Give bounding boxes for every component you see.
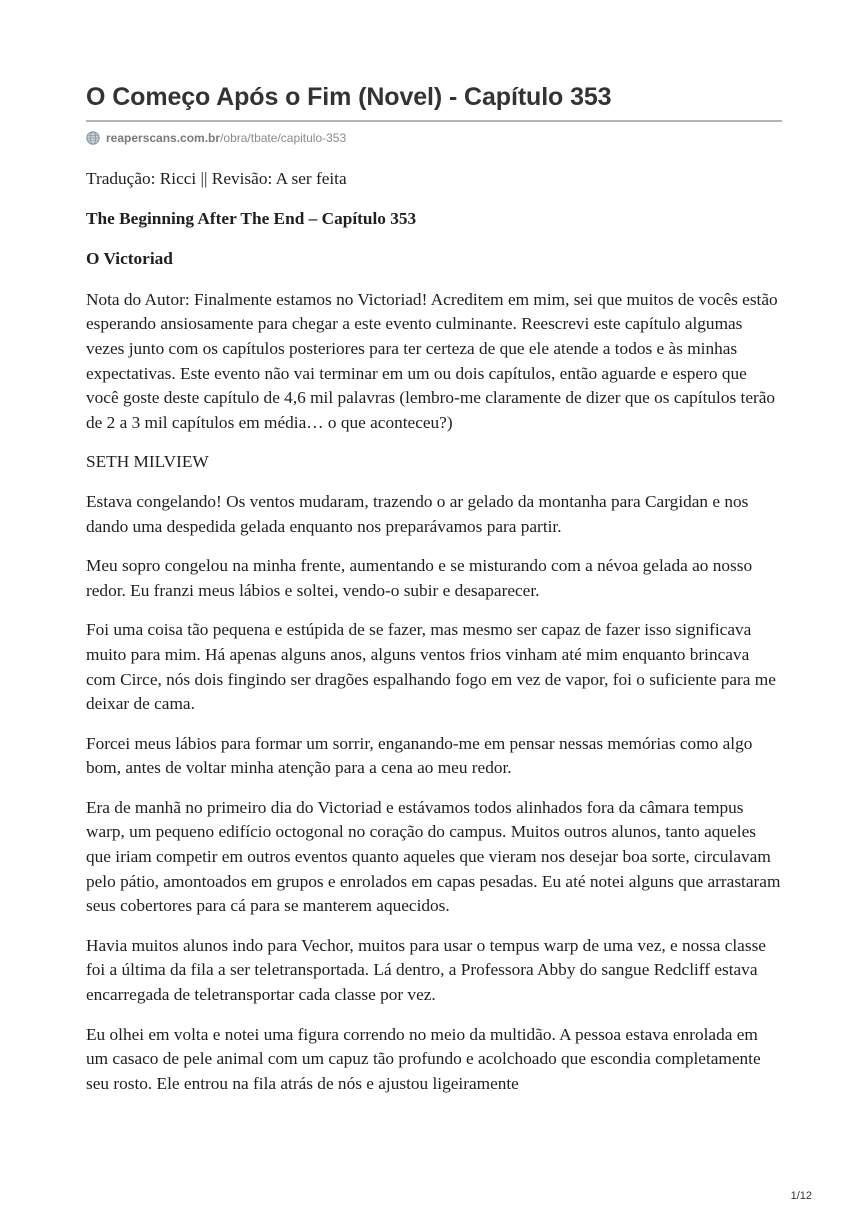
heading-paragraph: The Beginning After The End – Capítulo 353 [86,208,417,228]
body-paragraph: Foi uma coisa tão pequena e estúpida de se fazer, mas mesmo ser capaz de fazer isso significava muito para mim. Há apenas alguns anos, alguns ventos frios vinham até mim enquanto brincava com Circe, nós dois fingindo ser dragões espalhando fogo em vez de vapor, foi o suficiente para me deixar de cama. [86,620,776,714]
body-paragraph: Nota do Autor: Finalmente estamos no Victoriad! Acreditem em mim, sei que muitos de vocês estão esperando ansiosamente para chegar a este evento culminante. Reescrevi este capítulo algumas vezes junto com os capítulos posteriores para ter certeza de que ele atende a todos e às minhas expectativas. Este evento não vai terminar em um ou dois capítulos, então aguarde e espero que você goste deste capítulo de 4,6 mil palavras (lembro-me claramente de dizer que os capítulos terão de 2 a 3 mil capítulos em média… o que aconteceu?) [86,289,778,432]
body-paragraph: Estava congelando! Os ventos mudaram, trazendo o ar gelado da montanha para Cargidan e nos dando uma despedida gelada enquanto nos preparávamos para partir. [86,491,749,536]
body-paragraph: SETH MILVIEW [86,452,209,472]
title-divider [86,120,782,122]
globe-icon [86,131,100,145]
page-indicator: 1/12 [790,1190,812,1202]
article-body [86,167,782,1096]
source-domain[interactable]: reaperscans.com.br [106,131,221,145]
page-title: O Começo Após o Fim (Novel) - Capítulo 353 [86,83,612,111]
body-paragraph: Era de manhã no primeiro dia do Victoriad e estávamos todos alinhados fora da câmara tempus warp, um pequeno edifício octogonal no coração do campus. Muitos outros alunos, tanto aqueles que iriam competir em outros eventos quanto aqueles que vieram nos desejar boa sorte, circulavam pelo pátio, amontoados em grupos e enrolados em capas pesadas. Eu até notei alguns que arrastaram seus cobertores para cá para se manterem aquecidos. [86,797,781,916]
body-paragraph: Meu sopro congelou na minha frente, aumentando e se misturando com a névoa gelada ao nosso redor. Eu franzi meus lábios e soltei, vendo-o subir e desaparecer. [86,556,753,600]
body-paragraph: Eu olhei em volta e notei uma figura correndo no meio da multidão. A pessoa estava enrolada em um casaco de pele animal com um capuz tão profundo e acolchoado que escondia completamente seu rosto. Ele entrou na fila atrás de nós e ajustou ligeiramente [86,1024,761,1093]
heading-paragraph: O Victoriad [86,249,173,269]
body-paragraph: Tradução: Ricci || Revisão: A ser feita [86,169,347,188]
body-paragraph: Havia muitos alunos indo para Vechor, muitos para usar o tempus warp de uma vez, e nossa classe foi a última da fila a ser teletransportada. Lá dentro, a Professora Abby do sangue Redcliff estava encarregada de teletransportar cada classe por vez. [86,935,766,1005]
source-path[interactable]: /obra/tbate/capitulo-353 [220,131,347,145]
document-page [86,80,782,1111]
body-paragraph: Forcei meus lábios para formar um sorrir, enganando-me em pensar nessas memórias como algo bom, antes de voltar minha atenção para a cena ao meu redor. [86,733,753,778]
source-line [86,129,782,147]
